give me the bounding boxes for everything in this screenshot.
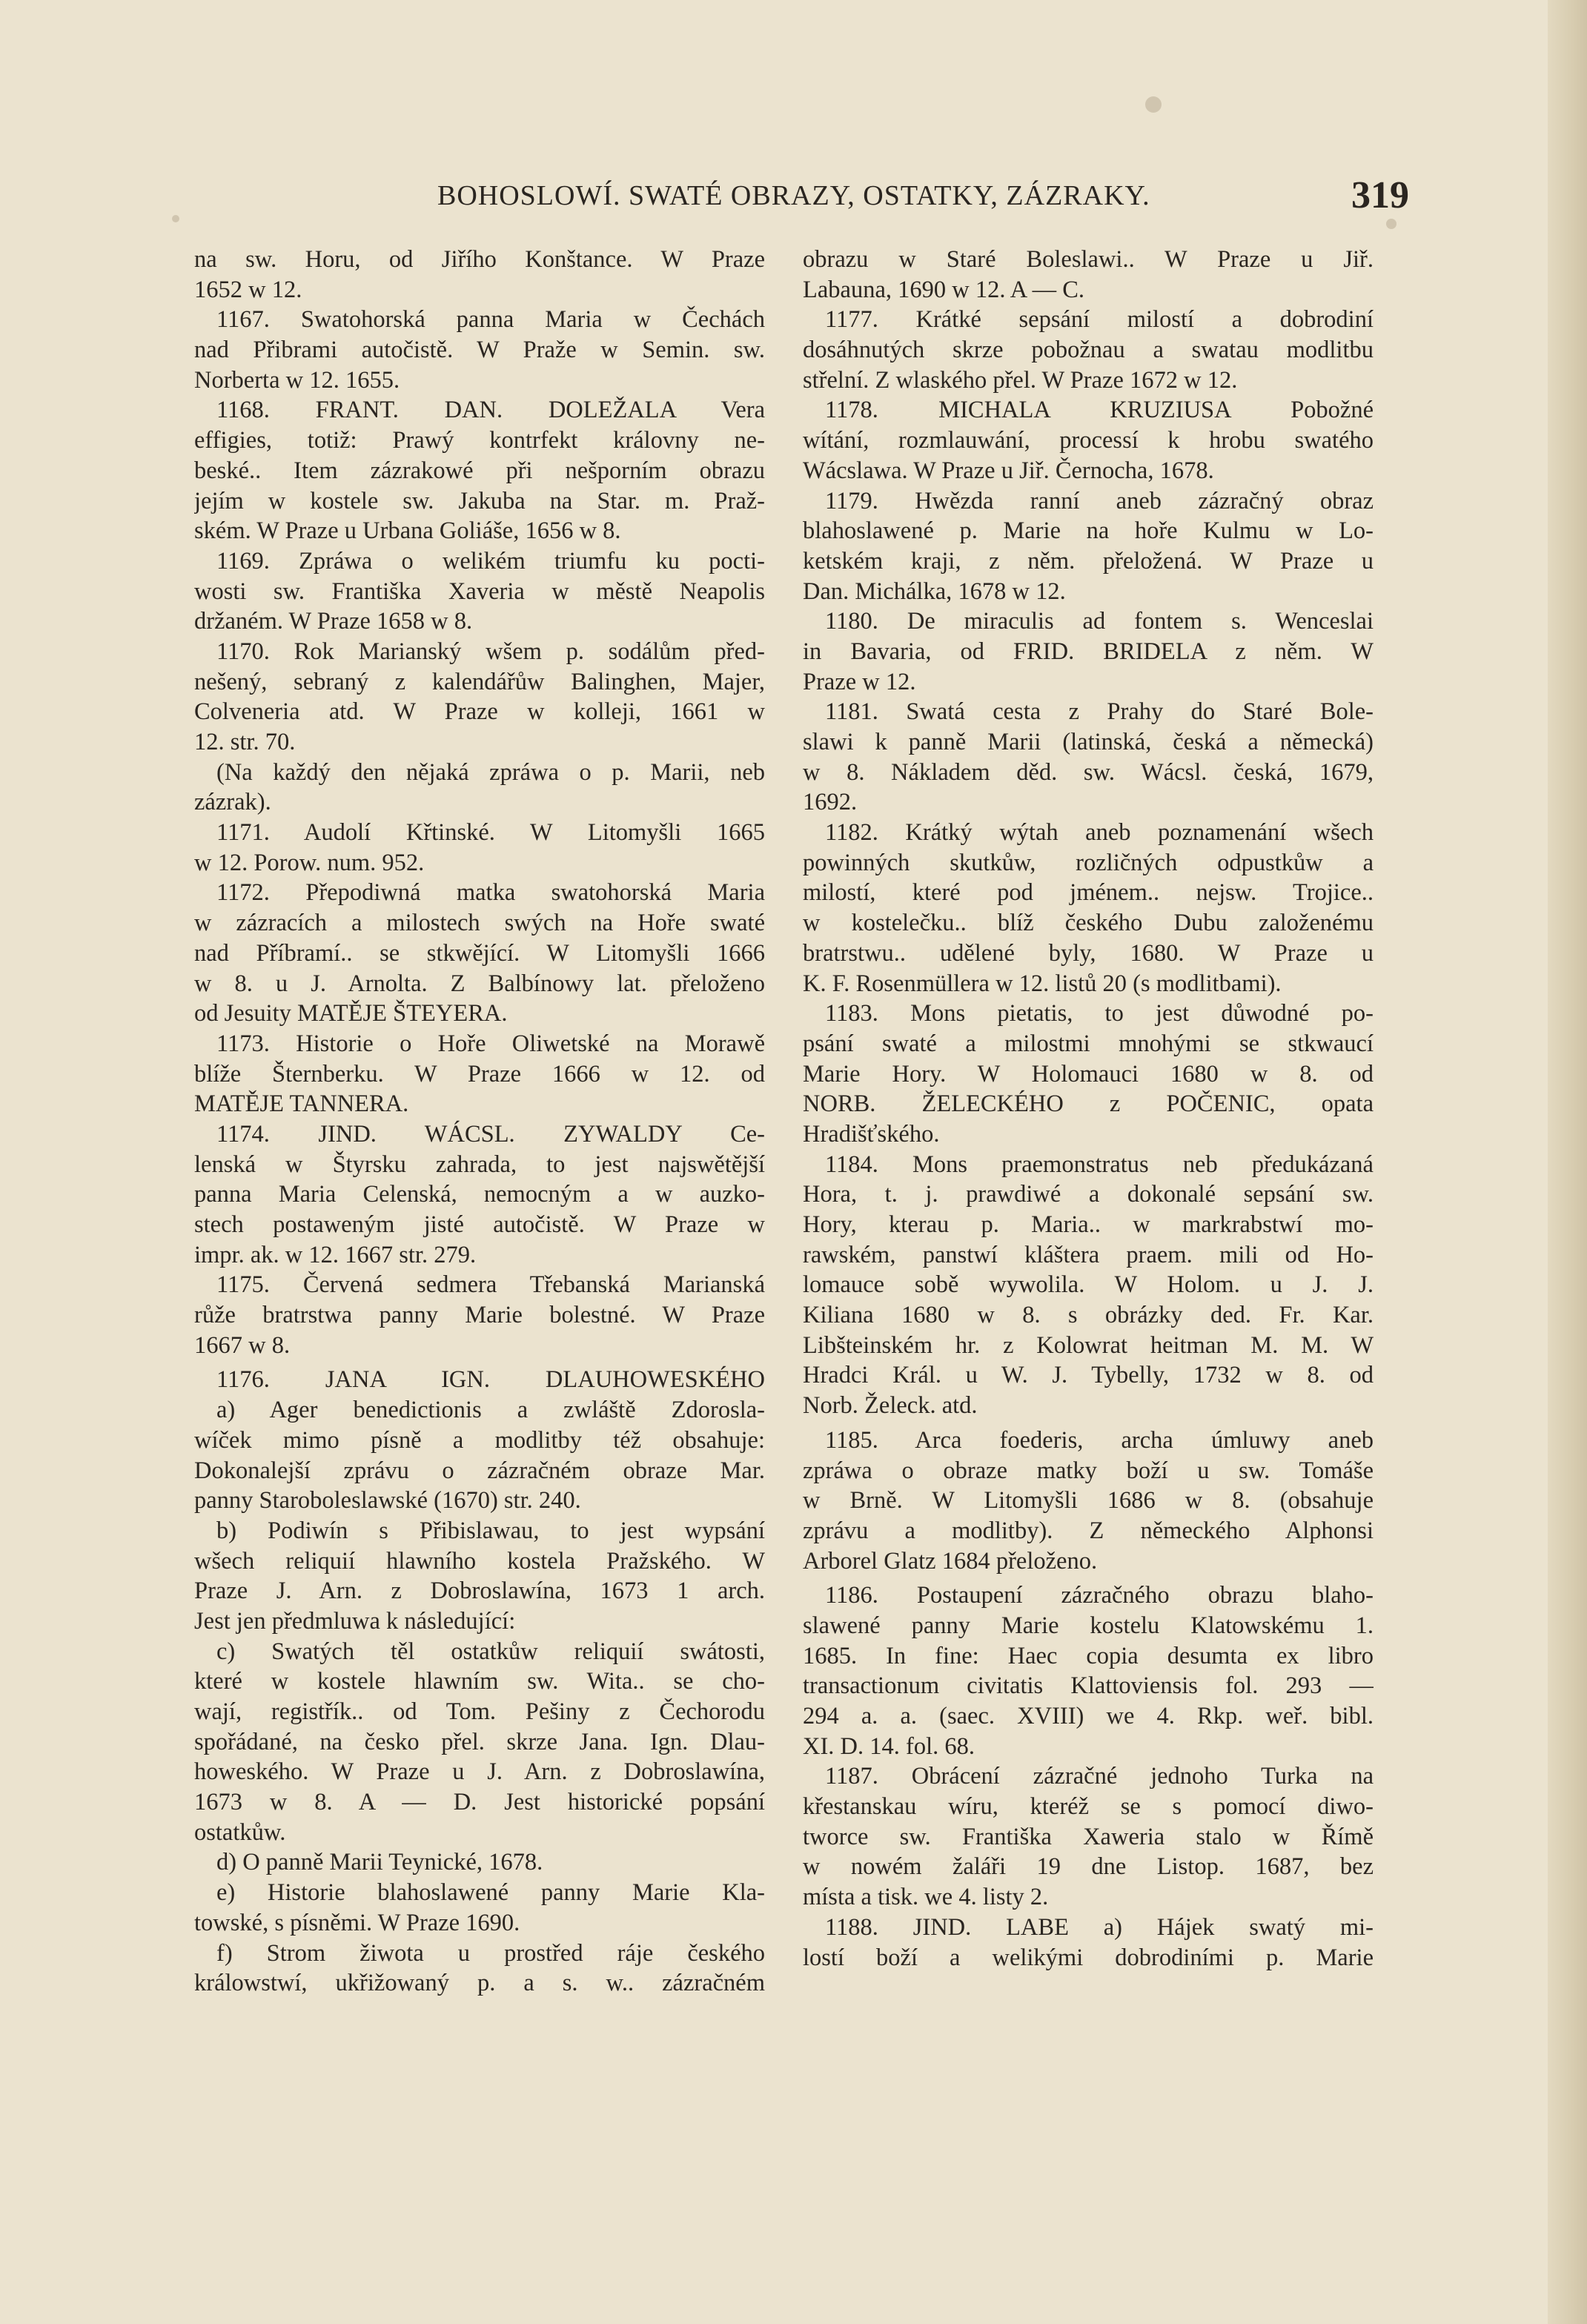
text-line: wosti sw. Františka Xaveria w městě Neapolis xyxy=(194,577,765,605)
text-line: d) O panně Marii Teynické, 1678. xyxy=(216,1849,543,1876)
text-line: f) Strom žiwota u prostřed ráje českého xyxy=(216,1939,765,1967)
text-line: na sw. Horu, od Jiřího Konštance. W Praze xyxy=(194,246,765,273)
text-line: w 12. Porow. num. 952. xyxy=(194,849,425,876)
paper-stain xyxy=(1145,96,1162,113)
text-line: 12. str. 70. xyxy=(194,729,296,755)
text-line: 1180. De miraculis ad fontem s. Wenceslai xyxy=(825,608,1374,635)
text-line: rawském, panstwí kláštera praem. mili od Ho- xyxy=(803,1241,1374,1268)
text-line: NORB. ŽELECKÉHO z POČENIC, opata xyxy=(803,1090,1374,1118)
text-line: 294 a. a. (saec. XVIII) we 4. Rkp. weř. bibl. xyxy=(803,1703,1374,1729)
text-line: ostatkůw. xyxy=(194,1818,286,1846)
text-line: w Brně. W Litomyšli 1686 w 8. (obsahuje xyxy=(803,1487,1374,1514)
text-line: 1187. Obrácení zázračné jednoho Turka na xyxy=(825,1763,1374,1790)
running-head: BOHOSLOWÍ. SWATÉ OBRAZY, OSTATKY, ZÁZRAKY. xyxy=(437,180,1150,211)
text-line: w kostelečku.. blíž českého Dubu založenému xyxy=(803,910,1374,937)
text-line: w 8. u J. Arnolta. Z Balbínowy lat. přeloženo xyxy=(194,970,765,997)
text-line: 1174. JIND. WÁCSL. ZYWALDY Ce- xyxy=(216,1120,765,1148)
text-line: Hora, t. j. prawdiwé a dokonalé sepsání sw. xyxy=(803,1181,1374,1208)
text-line: Dokonalejší zprávu o zázračném obraze Mar. xyxy=(194,1457,765,1484)
page-number: 319 xyxy=(1351,174,1409,216)
text-line: 1175. Červená sedmera Třebanská Marianská xyxy=(216,1271,765,1299)
text-line: blíže Šternberku. W Praze 1666 w 12. od xyxy=(194,1060,765,1087)
text-line: powinných skutkůw, rozličných odpustkůw a xyxy=(803,849,1374,876)
text-line: zpráwa o obraze matky boží u sw. Tomáše xyxy=(803,1457,1374,1484)
text-line: nad Přibrami autočistě. W Praže w Semin. sw. xyxy=(194,337,765,364)
text-line: Hory, kterau p. Maria.. w markrabstwí mo- xyxy=(803,1211,1374,1238)
text-line: e) Historie blahoslawené panny Marie Kla- xyxy=(216,1879,765,1907)
text-line: lostí boží a welikými dobrodiními p. Marie xyxy=(803,1944,1374,1971)
text-line: Hradci Král. u W. J. Tybelly, 1732 w 8. od xyxy=(803,1362,1374,1389)
text-line: slawi k panně Marii (latinská, česká a německá) xyxy=(803,729,1374,755)
text-line: jejím w kostele sw. Jakuba na Star. m. Praž- xyxy=(194,487,765,514)
text-line: 1173. Historie o Hoře Oliwetské na Morawě xyxy=(216,1030,765,1057)
text-line: wají, registřík.. od Tom. Pešiny z Čechorodu xyxy=(194,1698,765,1725)
text-line: 1692. xyxy=(803,789,858,816)
text-line: zázrak). xyxy=(194,789,271,816)
text-line: Colveneria atd. W Praze w kolleji, 1661 w xyxy=(194,698,765,726)
text-line: panna Maria Celenská, nemocným a w auzko- xyxy=(194,1181,765,1208)
text-line: 1172. Přepodiwná matka swatohorská Maria xyxy=(216,879,765,907)
text-line: Marie Hory. W Holomauci 1680 w 8. od xyxy=(803,1060,1374,1087)
text-line: w 8. Nákladem děd. sw. Wácsl. česká, 1679, xyxy=(803,758,1374,786)
text-line: c) Swatých těl ostatkůw reliquií swátosti, xyxy=(216,1638,765,1665)
text-line: 1170. Rok Marianský wšem p. sodálům před- xyxy=(216,638,765,665)
text-line: beské.. Item zázrakowé při nešporním obrazu xyxy=(194,457,765,484)
text-line: milostí, které pod jménem.. nejsw. Trojice.. xyxy=(803,879,1374,907)
text-line: 1179. Hwězda ranní aneb zázračný obraz xyxy=(825,487,1374,514)
text-line: 1168. FRANT. DAN. DOLEŽALA Vera xyxy=(216,397,765,424)
text-line: (Na každý den nějaká zpráwa o p. Marii, neb xyxy=(216,758,765,786)
text-line: tworce sw. Františka Xaweria stalo w Římě xyxy=(803,1823,1374,1850)
page-edge xyxy=(1548,0,1587,2324)
text-line: stech postaweným jisté autočistě. W Praze w xyxy=(194,1211,765,1238)
text-line: králowstwí, ukřižowaný p. a s. w.. zázračném xyxy=(194,1970,765,1997)
text-line: Hradišťského. xyxy=(803,1120,940,1148)
text-line: Labauna, 1690 w 12. A — C. xyxy=(803,276,1085,303)
text-line: wšech reliquií hlawního kostela Pražského. W xyxy=(194,1547,765,1575)
text-line: 1188. JIND. LABE a) Hájek swatý mi- xyxy=(825,1913,1374,1941)
text-line: křestanskau wíru, kteréž se s pomocí diwo- xyxy=(803,1793,1374,1821)
text-line: dosáhnutých skrze pobožnau a swatau modlitbu xyxy=(803,337,1374,364)
text-line: nad Příbramí.. se stkwějící. W Litomyšli 1666 xyxy=(194,939,765,967)
page-header xyxy=(193,175,1505,227)
text-line: panny Staroboleslawské (1670) str. 240. xyxy=(194,1487,581,1514)
text-line: 1185. Arca foederis, archa úmluwy aneb xyxy=(825,1426,1374,1454)
text-line: které w kostele hlawním sw. Wita.. se cho- xyxy=(194,1668,765,1695)
text-line: 1182. Krátký wýtah aneb poznamenání wšech xyxy=(825,819,1374,847)
text-line: Praze w 12. xyxy=(803,668,916,695)
text-line: 1171. Audolí Křtinské. W Litomyšli 1665 xyxy=(216,819,765,847)
text-line: růže bratrstwa panny Marie bolestné. W Praze xyxy=(194,1302,765,1329)
text-line: 1184. Mons praemonstratus neb předukázaná xyxy=(825,1151,1374,1178)
text-line: lenská w Štyrsku zahrada, to jest najswětější xyxy=(194,1151,765,1178)
text-line: impr. ak. w 12. 1667 str. 279. xyxy=(194,1241,477,1268)
text-line: Norberta w 12. 1655. xyxy=(194,366,400,394)
text-line: Dan. Michálka, 1678 w 12. xyxy=(803,577,1066,605)
text-line: bratrstwu.. udělené byly, 1680. W Praze u xyxy=(803,939,1374,967)
text-line: 1181. Swatá cesta z Prahy do Staré Bole- xyxy=(825,698,1374,726)
text-line: obrazu w Staré Boleslawi.. W Praze u Jiř. xyxy=(803,246,1374,273)
text-line: Norb. Želeck. atd. xyxy=(803,1392,978,1420)
text-line: zprávu a modlitby). Z německého Alphonsi xyxy=(803,1517,1374,1544)
text-line: ketském kraji, z něm. přeložená. W Praze u xyxy=(803,547,1374,575)
text-line: spořádané, na česko přel. skrze Jana. Ign. Dlau- xyxy=(194,1728,765,1755)
text-line: 1673 w 8. A — D. Jest historické popsání xyxy=(194,1789,765,1816)
text-line: 1169. Zpráwa o welikém triumfu ku pocti- xyxy=(216,547,765,575)
text-line: K. F. Rosenmüllera w 12. listů 20 (s modlitbami). xyxy=(803,970,1282,997)
text-line: nešený, sebraný z kalendářůw Balinghen, Majer, xyxy=(194,668,765,695)
text-line: transactionum civitatis Klattoviensis fol. 293 — xyxy=(803,1672,1374,1700)
left-column xyxy=(194,245,765,1999)
text-line: Kiliana 1680 w 8. s obrázky ded. Fr. Kar. xyxy=(803,1302,1374,1329)
right-column xyxy=(803,245,1374,1973)
text-line: střelní. Z wlaského přel. W Praze 1672 w 12. xyxy=(803,366,1238,394)
text-line: psání swaté a milostmi mnohými se stkwaucí xyxy=(803,1030,1374,1057)
text-line: Libšteinském hr. z Kolowrat heitman M. M. W xyxy=(803,1331,1374,1359)
text-line: Arborel Glatz 1684 přeloženo. xyxy=(803,1547,1098,1575)
text-line: b) Podiwín s Přibislawau, to jest wypsání xyxy=(216,1517,765,1544)
text-line: držaném. W Praze 1658 w 8. xyxy=(194,608,473,635)
text-line: 1176. JANA IGN. DLAUHOWESKÉHO xyxy=(216,1366,765,1394)
paper-stain xyxy=(172,215,179,222)
text-line: 1186. Postaupení zázračného obrazu blaho- xyxy=(825,1582,1374,1609)
text-line: 1177. Krátké sepsání milostí a dobrodiní xyxy=(825,306,1374,334)
text-line: w zázracích a milostech swých na Hoře swaté xyxy=(194,910,765,937)
text-line: 1667 w 8. xyxy=(194,1331,291,1359)
text-line: 1167. Swatohorská panna Maria w Čechách xyxy=(216,306,765,334)
text-line: howeského. W Praze u J. Arn. z Dobroslawína, xyxy=(194,1758,765,1786)
text-line: towské, s písněmi. W Praze 1690. xyxy=(194,1909,520,1936)
text-line: w nowém žaláři 19 dne Listop. 1687, bez xyxy=(803,1853,1374,1881)
text-line: wíček mimo písně a modlitby též obsahuje: xyxy=(194,1426,765,1454)
text-line: 1178. MICHALA KRUZIUSA Pobožné xyxy=(825,397,1374,424)
text-line: ském. W Praze u Urbana Goliáše, 1656 w 8. xyxy=(194,517,621,545)
text-line: a) Ager benedictionis a zwláště Zdorosla- xyxy=(216,1397,765,1424)
text-line: wítání, rozmlauwání, processí k hrobu swatého xyxy=(803,427,1374,454)
text-line: blahoslawené p. Marie na hoře Kulmu w Lo- xyxy=(803,517,1374,545)
text-line: Praze J. Arn. z Dobroslawína, 1673 1 arch. xyxy=(194,1578,765,1605)
text-line: 1652 w 12. xyxy=(194,276,302,303)
text-line: 1685. In fine: Haec copia desumta ex libro xyxy=(803,1642,1374,1669)
text-line: Jest jen předmluwa k následující: xyxy=(194,1607,516,1635)
text-line: Wácslawa. W Praze u Jiř. Černocha, 1678. xyxy=(803,457,1214,484)
text-line: místa a tisk. we 4. listy 2. xyxy=(803,1884,1049,1911)
text-line: slawené panny Marie kostelu Klatowskému 1. xyxy=(803,1612,1374,1639)
text-line: 1183. Mons pietatis, to jest důwodné po- xyxy=(825,1000,1374,1027)
text-line: in Bavaria, od FRID. BRIDELA z něm. W xyxy=(803,638,1374,665)
text-line: XI. D. 14. fol. 68. xyxy=(803,1732,975,1760)
text-line: od Jesuity MATĚJE ŠTEYERA. xyxy=(194,1000,508,1027)
text-line: effigies, totiž: Prawý kontrfekt královny ne- xyxy=(194,427,765,454)
text-line: MATĚJE TANNERA. xyxy=(194,1090,409,1118)
text-line: lomauce sobě wywolila. W Holom. u J. J. xyxy=(803,1271,1374,1299)
